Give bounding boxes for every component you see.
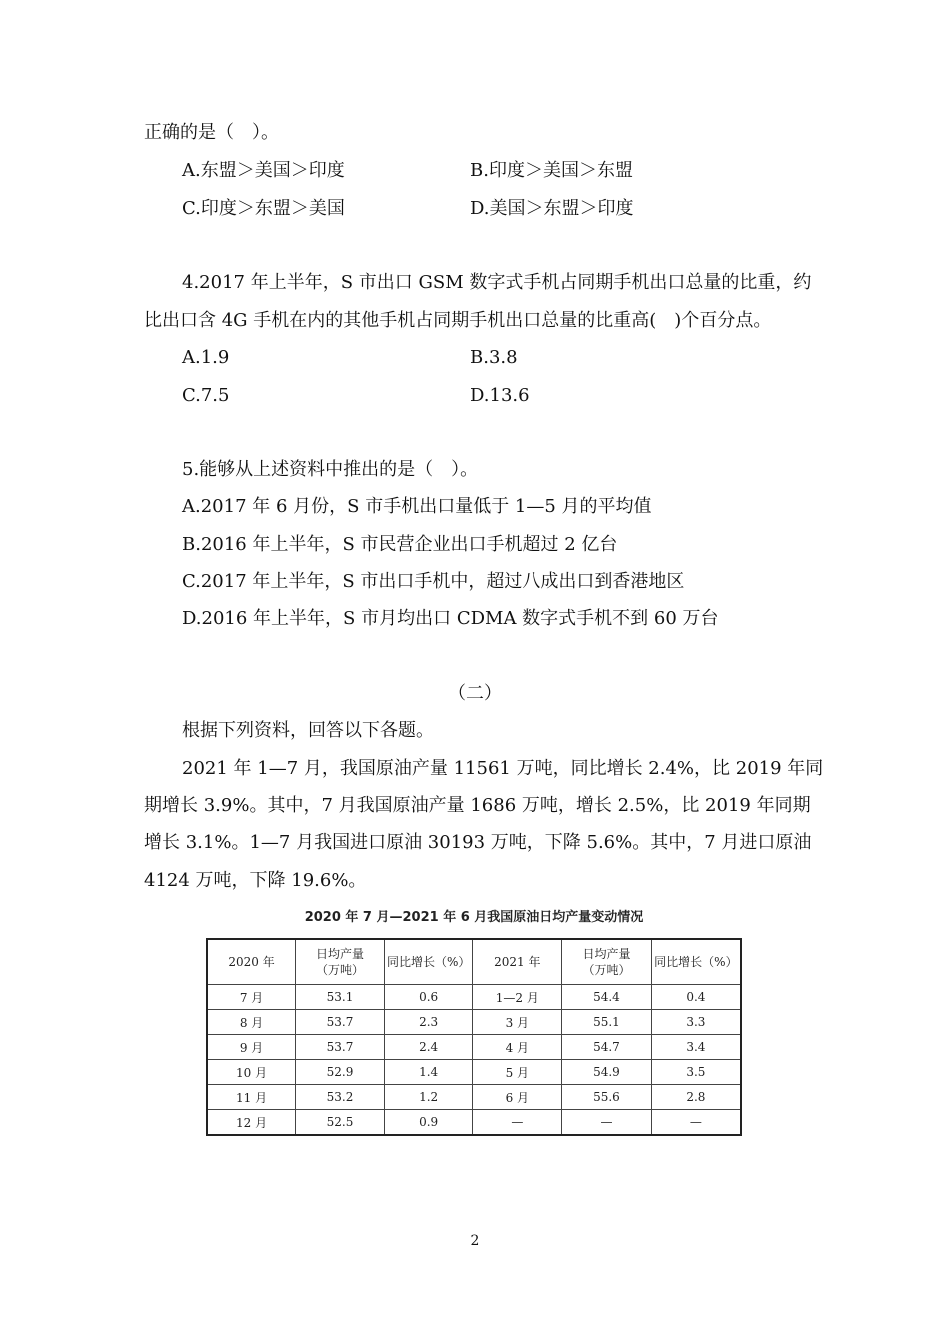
table-row <box>207 1010 741 1035</box>
header-growth-2021: 同比增长（%） <box>651 939 741 985</box>
table-cell: 55.6 <box>562 1085 652 1110</box>
q5-option-b[interactable]: B.2016 年上半年，S 市民营企业出口手机超过 2 亿台 <box>182 534 618 555</box>
table-cell: 2.4 <box>384 1035 473 1060</box>
paragraph-line-1: 2021 年 1—7 月，我国原油产量 11561 万吨，同比增长 2.4%，比 2019 年同 <box>182 758 824 779</box>
table-cell: 0.6 <box>384 985 473 1010</box>
table-header-row <box>207 939 741 985</box>
header-year-2021: 2021 年 <box>473 939 562 985</box>
paragraph-line-4: 4124 万吨，下降 19.6%。 <box>144 870 367 891</box>
table-cell: 1.4 <box>384 1060 473 1085</box>
q4-stem-line1: 4.2017 年上半年，S 市出口 GSM 数字式手机占同期手机出口总量的比重，约 <box>182 272 812 293</box>
section-heading: （二） <box>448 683 502 704</box>
header-year-2020: 2020 年 <box>207 939 296 985</box>
q3-option-d[interactable]: D.美国＞东盟＞印度 <box>470 198 634 219</box>
table-cell: 54.4 <box>562 985 652 1010</box>
table-cell: 3.4 <box>651 1035 741 1060</box>
table-row <box>207 1060 741 1085</box>
table-cell: 52.9 <box>296 1060 385 1085</box>
q4-option-c[interactable]: C.7.5 <box>182 385 230 406</box>
section-intro: 根据下列资料，回答以下各题。 <box>182 720 434 741</box>
table-cell: 52.5 <box>296 1110 385 1136</box>
table-cell: 7 月 <box>207 985 296 1010</box>
header-output-2021 <box>562 939 652 985</box>
paragraph-line-2: 期增长 3.9%。其中，7 月我国原油产量 1686 万吨，增长 2.5%，比 2019 年同期 <box>144 795 811 816</box>
paragraph-line-3: 增长 3.1%。1—7 月我国进口原油 30193 万吨，下降 5.6%。其中，7 月进口原油 <box>144 832 812 853</box>
table-cell: 11 月 <box>207 1085 296 1110</box>
table-cell: 53.7 <box>296 1035 385 1060</box>
header-output-2020-line1: 日均产量 <box>315 947 364 961</box>
table-cell: — <box>562 1110 652 1136</box>
q3-option-c[interactable]: C.印度＞东盟＞美国 <box>182 198 345 219</box>
table-cell: 1.2 <box>384 1085 473 1110</box>
table-cell: 9 月 <box>207 1035 296 1060</box>
header-growth-2020: 同比增长（%） <box>384 939 473 985</box>
q4-stem-line2: 比出口含 4G 手机在内的其他手机占同期手机出口总量的比重高( )个百分点。 <box>144 310 772 331</box>
q3-option-a[interactable]: A.东盟＞美国＞印度 <box>182 160 345 181</box>
header-output-2021-line2: （万吨） <box>582 963 631 977</box>
q4-option-a[interactable]: A.1.9 <box>182 347 230 368</box>
table-cell: 3.5 <box>651 1060 741 1085</box>
table-cell: 8 月 <box>207 1010 296 1035</box>
header-output-2020-line2: （万吨） <box>315 963 364 977</box>
table-cell: 53.7 <box>296 1010 385 1035</box>
table-cell: — <box>473 1110 562 1136</box>
table-cell: 6 月 <box>473 1085 562 1110</box>
table-cell: 54.9 <box>562 1060 652 1085</box>
q4-option-d[interactable]: D.13.6 <box>470 385 530 406</box>
table-cell: 3 月 <box>473 1010 562 1035</box>
q3-option-b[interactable]: B.印度＞美国＞东盟 <box>470 160 633 181</box>
table-cell: 1—2 月 <box>473 985 562 1010</box>
table-cell: 4 月 <box>473 1035 562 1060</box>
table-cell: 10 月 <box>207 1060 296 1085</box>
table-row <box>207 1035 741 1060</box>
table-cell: 55.1 <box>562 1010 652 1035</box>
table-cell: 5 月 <box>473 1060 562 1085</box>
table-cell: 3.3 <box>651 1010 741 1035</box>
table-cell: — <box>651 1110 741 1136</box>
table-row <box>207 985 741 1010</box>
table-cell: 0.4 <box>651 985 741 1010</box>
table-cell: 12 月 <box>207 1110 296 1136</box>
table-row <box>207 1085 741 1110</box>
table-cell: 53.1 <box>296 985 385 1010</box>
q5-option-d[interactable]: D.2016 年上半年，S 市月均出口 CDMA 数字式手机不到 60 万台 <box>182 608 719 629</box>
q3-stem-end: 正确的是（ ）。 <box>144 122 279 143</box>
table-cell: 2.8 <box>651 1085 741 1110</box>
table-cell: 54.7 <box>562 1035 652 1060</box>
header-output-2020 <box>296 939 385 985</box>
q5-option-a[interactable]: A.2017 年 6 月份，S 市手机出口量低于 1—5 月的平均值 <box>182 496 652 517</box>
q5-option-c[interactable]: C.2017 年上半年，S 市出口手机中，超过八成出口到香港地区 <box>182 571 685 592</box>
crude-oil-table <box>206 938 742 1136</box>
q4-option-b[interactable]: B.3.8 <box>470 347 518 368</box>
header-output-2021-line1: 日均产量 <box>582 947 631 961</box>
table-row <box>207 1110 741 1136</box>
page-number: 2 <box>470 1233 480 1249</box>
table-title: 2020 年 7 月—2021 年 6 月我国原油日均产量变动情况 <box>304 910 644 925</box>
table-cell: 0.9 <box>384 1110 473 1136</box>
table-cell: 2.3 <box>384 1010 473 1035</box>
q5-stem: 5.能够从上述资料中推出的是（ ）。 <box>182 459 479 480</box>
table-cell: 53.2 <box>296 1085 385 1110</box>
